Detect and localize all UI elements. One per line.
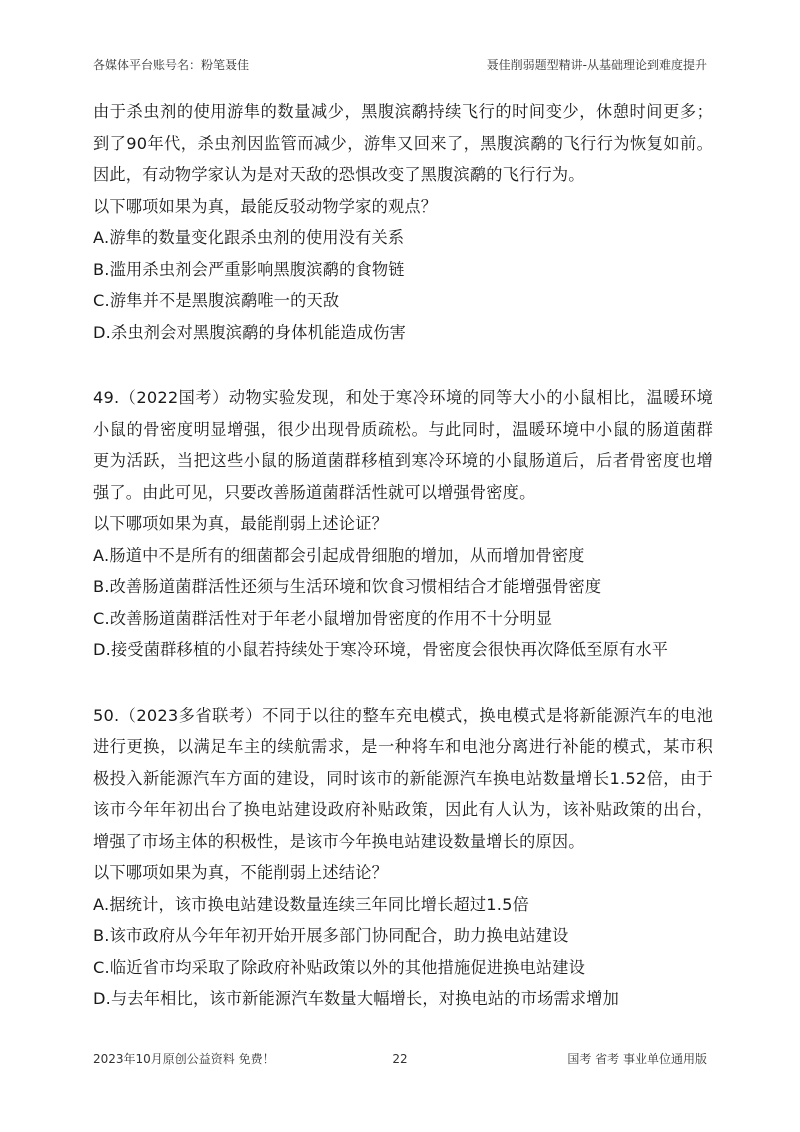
spacer: [93, 666, 713, 700]
option-c: C.游隼并不是黑腹滨鹬唯一的天敌: [93, 291, 340, 310]
question-prompt: 以下哪项如果为真，不能削弱上述结论？: [93, 863, 388, 882]
question-stem: 由于杀虫剂的使用游隼的数量减少，黑腹滨鹬持续飞行的时间变少，休憩时间更多；到了90年代，杀虫剂因监管而减少，游隼又回来了，黑腹滨鹬的飞行行为恢复如前。因此，有动物学家认为是对天敌的恐惧改变了黑腹滨鹬的飞行行为。: [93, 102, 713, 184]
header-course-title: 聂佳削弱题型精讲-从基础理论到难度提升: [486, 58, 707, 72]
option-d: D.接受菌群移植的小鼠若持续处于寒冷环境，骨密度会很快再次降低至原有水平: [93, 640, 669, 659]
option-b: B.改善肠道菌群活性还须与生活环境和饮食习惯相结合才能增强骨密度: [93, 577, 602, 596]
question-49: [93, 382, 713, 666]
page-number: 22: [392, 1051, 408, 1066]
option-c: C.改善肠道菌群活性对于年老小鼠增加骨密度的作用不十分明显: [93, 608, 553, 628]
page-header: [93, 56, 707, 73]
question-prompt: 以下哪项如果为真，最能反驳动物学家的观点？: [93, 196, 438, 216]
option-d: D.杀虫剂会对黑腹滨鹬的身体机能造成伤害: [93, 322, 406, 342]
option-a: A.据统计，该市换电站建设数量连续三年同比增长超过1.5倍: [93, 894, 529, 914]
option-a: A.游隼的数量变化跟杀虫剂的使用没有关系: [93, 228, 405, 247]
option-a: A.肠道中不是所有的细菌都会引起成骨细胞的增加，从而增加骨密度: [93, 545, 585, 565]
option-d: D.与去年相比，该市新能源汽车数量大幅增长，对换电站的市场需求增加: [93, 989, 620, 1008]
page-footer: [93, 1050, 707, 1067]
header-account: 各媒体平台账号名：粉笔聂佳: [93, 58, 250, 72]
spacer: [93, 348, 713, 382]
question-prompt: 以下哪项如果为真，最能削弱上述论证？: [93, 514, 388, 533]
footer-note: 2023年10月原创公益资料 免费！: [93, 1052, 275, 1066]
question-50: [93, 700, 713, 1015]
option-b: B.该市政府从今年年初开始开展多部门协同配合，助力换电站建设: [93, 926, 569, 945]
footer-edition: 国考 省考 事业单位通用版: [567, 1052, 707, 1066]
option-c: C.临近省市均采取了除政府补贴政策以外的其他措施促进换电站建设: [93, 957, 586, 977]
question-stem: 50.（2023多省联考）不同于以往的整车充电模式，换电模式是将新能源汽车的电池进行更换，以满足车主的续航需求，是一种将车和电池分离进行补能的模式，某市积极投入新能源汽车方面的建设，同时该市的新能源汽车换电站数量增长1.52倍，由于该市今年年初出台了换电站建设政府补贴政策，因此有人认为，该补贴政策的出台，增强了市场主体的积极性，是该市今年换电站建设数量增长的原因。: [93, 705, 713, 851]
question-stem: 49.（2022国考）动物实验发现，和处于寒冷环境的同等大小的小鼠相比，温暖环境小鼠的骨密度明显增强，很少出现骨质疏松。与此同时，温暖环境中小鼠的肠道菌群更为活跃，当把这些小鼠的肠道菌群移植到寒冷环境的小鼠肠道后，后者骨密度也增强了。由此可见，只要改善肠道菌群活性就可以增强骨密度。: [93, 388, 713, 502]
page-content: [93, 96, 713, 1015]
question-48: [93, 96, 713, 348]
option-b: B.滥用杀虫剂会严重影响黑腹滨鹬的食物链: [93, 259, 405, 279]
